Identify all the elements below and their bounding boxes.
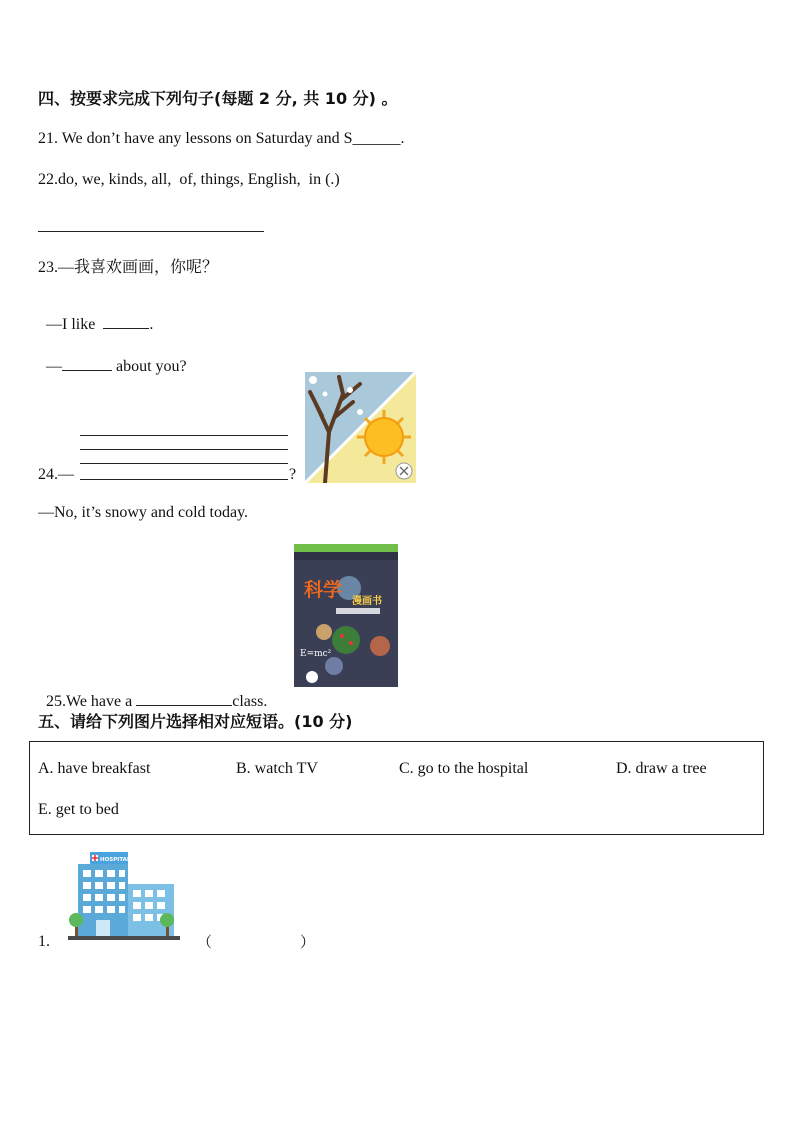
section-4-title: 四、按要求完成下列句子(每题 2 分, 共 10 分) 。 [38,89,398,108]
hospital-sign: HOSPITAL [100,857,131,863]
answer-line-22[interactable] [38,231,264,232]
section-5-title: 五、请给下列图片选择相对应短语。(10 分) [38,712,353,731]
q25-start: 25.We have a [46,693,137,710]
q23-blank-1[interactable] [103,314,149,329]
options-box [29,741,764,835]
option-e: E. get to bed [38,801,119,818]
question-23-prompt: 23.—我喜欢画画，你呢？ [38,259,219,276]
option-c: C. go to the hospital [399,760,529,777]
book-title: 科学 [304,579,343,601]
question-25 [38,673,267,711]
answer-paren-close: ） [300,935,316,951]
science-comic-book-image [294,544,398,687]
book-subtitle: 漫画书 [352,596,382,607]
close-icon [396,463,412,479]
option-b: B. watch TV [236,760,318,777]
item-1-number: 1. [38,933,50,950]
question-24-prefix: 24.— [38,466,74,483]
question-21: 21. We don’t have any lessons on Saturday and S______. [38,130,405,147]
answer-line-24c[interactable] [80,463,288,464]
question-22: 22.do, we, kinds, all, of, things, English, in (.) [38,171,340,188]
hospital-image [68,852,180,940]
q25-blank[interactable] [136,691,232,706]
q23-line2-start: — [46,358,62,375]
question-23-line-1 [38,296,153,334]
q23-blank-2[interactable] [62,356,112,371]
question-23-line-2 [38,338,187,376]
answer-line-24b[interactable] [80,449,288,450]
q23-line2-end: about you? [112,358,187,375]
answer-line-24d[interactable] [80,479,288,480]
option-a: A. have breakfast [38,760,151,777]
option-d: D. draw a tree [616,760,707,777]
question-24-suffix: ? [289,466,297,483]
weather-image [305,372,416,483]
q25-end: class. [232,693,268,710]
question-24-reply: —No, it’s snowy and cold today. [38,504,249,521]
answer-paren-open: （ [197,935,213,951]
book-formula: E=mc² [300,649,332,659]
q23-line1-start: —I like [46,316,100,333]
sun-icon [357,410,411,464]
answer-line-24a[interactable] [80,435,288,436]
q23-line1-end: . [149,316,154,333]
